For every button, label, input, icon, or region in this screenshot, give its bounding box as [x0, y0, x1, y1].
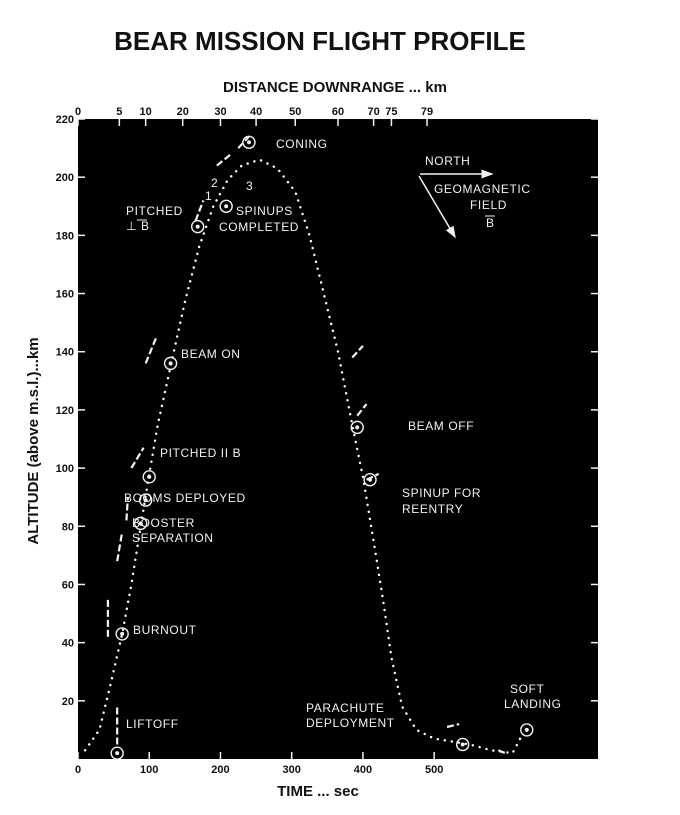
field-label-b: B [486, 216, 495, 230]
label-landing: LANDING [504, 697, 562, 711]
x-tick-label: 400 [353, 764, 373, 776]
label-booms: BOOMS DEPLOYED [124, 491, 246, 505]
y-tick-label: 100 [55, 463, 74, 476]
x-tick-label: 300 [282, 764, 301, 776]
y-tick-label: 120 [55, 404, 74, 417]
x2-tick-label: 60 [331, 106, 345, 118]
label-spinup-1: 1 [205, 189, 213, 203]
label-spinup-2: 2 [211, 176, 219, 190]
event-marker-center [147, 475, 151, 479]
event-marker-center [461, 742, 465, 746]
label-soft: SOFT [510, 682, 545, 696]
field-label-2: FIELD [470, 198, 508, 212]
chart-title: BEAR MISSION FLIGHT PROFILE [114, 26, 526, 56]
x2-tick-label: 70 [367, 106, 380, 118]
x2-tick-label: 50 [289, 106, 302, 118]
y-tick-label: 60 [61, 579, 74, 592]
x2-tick-label: 20 [176, 106, 189, 118]
label-spinup-3: 3 [246, 179, 254, 193]
x-tick-label: 0 [74, 764, 82, 776]
x2-tick-label: 79 [420, 106, 434, 118]
event-marker-center [224, 204, 228, 208]
y-tick-label: 200 [55, 172, 74, 185]
event-marker-center [169, 361, 173, 365]
event-marker-center [196, 225, 200, 229]
x2-tick-label: 5 [116, 106, 123, 118]
label-spinup-reentry-1: SPINUP FOR [402, 486, 482, 500]
event-marker-center [368, 478, 372, 482]
event-marker-center [247, 140, 251, 144]
label-booster: BOOSTER [132, 516, 195, 530]
x-axis-label: TIME ... sec [277, 783, 359, 800]
y-tick-label: 160 [55, 288, 74, 301]
y-tick-label: 180 [55, 230, 74, 243]
x-tick-label: 500 [424, 764, 444, 776]
y-tick-label: 140 [55, 346, 74, 359]
label-pitched-perp: PITCHED [126, 204, 183, 218]
y-tick-label: 220 [55, 114, 74, 126]
event-marker-center [115, 751, 119, 755]
y-tick-label: 40 [61, 637, 74, 650]
label-pitched-perp-b: ⊥ B [126, 219, 150, 233]
north-label: NORTH [425, 154, 471, 168]
label-spinup-reentry-2: REENTRY [402, 502, 464, 516]
event-marker-center [120, 632, 124, 636]
y-axis-label: ALTITUDE (above m.s.l.)...km [25, 337, 42, 545]
label-spinups: SPINUPS [236, 204, 293, 218]
label-beam-on: BEAM ON [181, 347, 241, 361]
label-pitched-parallel: PITCHED II B [160, 446, 242, 460]
label-parachute-1: PARACHUTE [306, 701, 385, 715]
x-tick-label: 200 [211, 764, 230, 776]
x2-tick-label: 0 [74, 106, 82, 118]
x2-tick-label: 40 [249, 106, 263, 118]
x2-tick-label: 75 [385, 106, 398, 118]
event-marker-center [525, 728, 529, 732]
label-burnout: BURNOUT [133, 623, 197, 637]
label-liftoff: LIFTOFF [126, 717, 179, 731]
label-parachute-2: DEPLOYMENT [306, 716, 395, 730]
label-separation: SEPARATION [132, 531, 214, 545]
label-beam-off: BEAM OFF [408, 419, 475, 433]
y-tick-label: 80 [61, 521, 74, 534]
top-axis-label: DISTANCE DOWNRANGE ... km [223, 79, 447, 96]
label-coning: CONING [276, 137, 328, 151]
event-marker-center [355, 425, 359, 429]
label-completed: COMPLETED [219, 220, 300, 234]
x-tick-label: 100 [140, 764, 159, 776]
x2-tick-label: 10 [139, 106, 152, 118]
y-tick-label: 20 [61, 695, 74, 708]
x2-tick-label: 30 [214, 106, 227, 118]
field-label-1: GEOMAGNETIC [434, 182, 531, 196]
